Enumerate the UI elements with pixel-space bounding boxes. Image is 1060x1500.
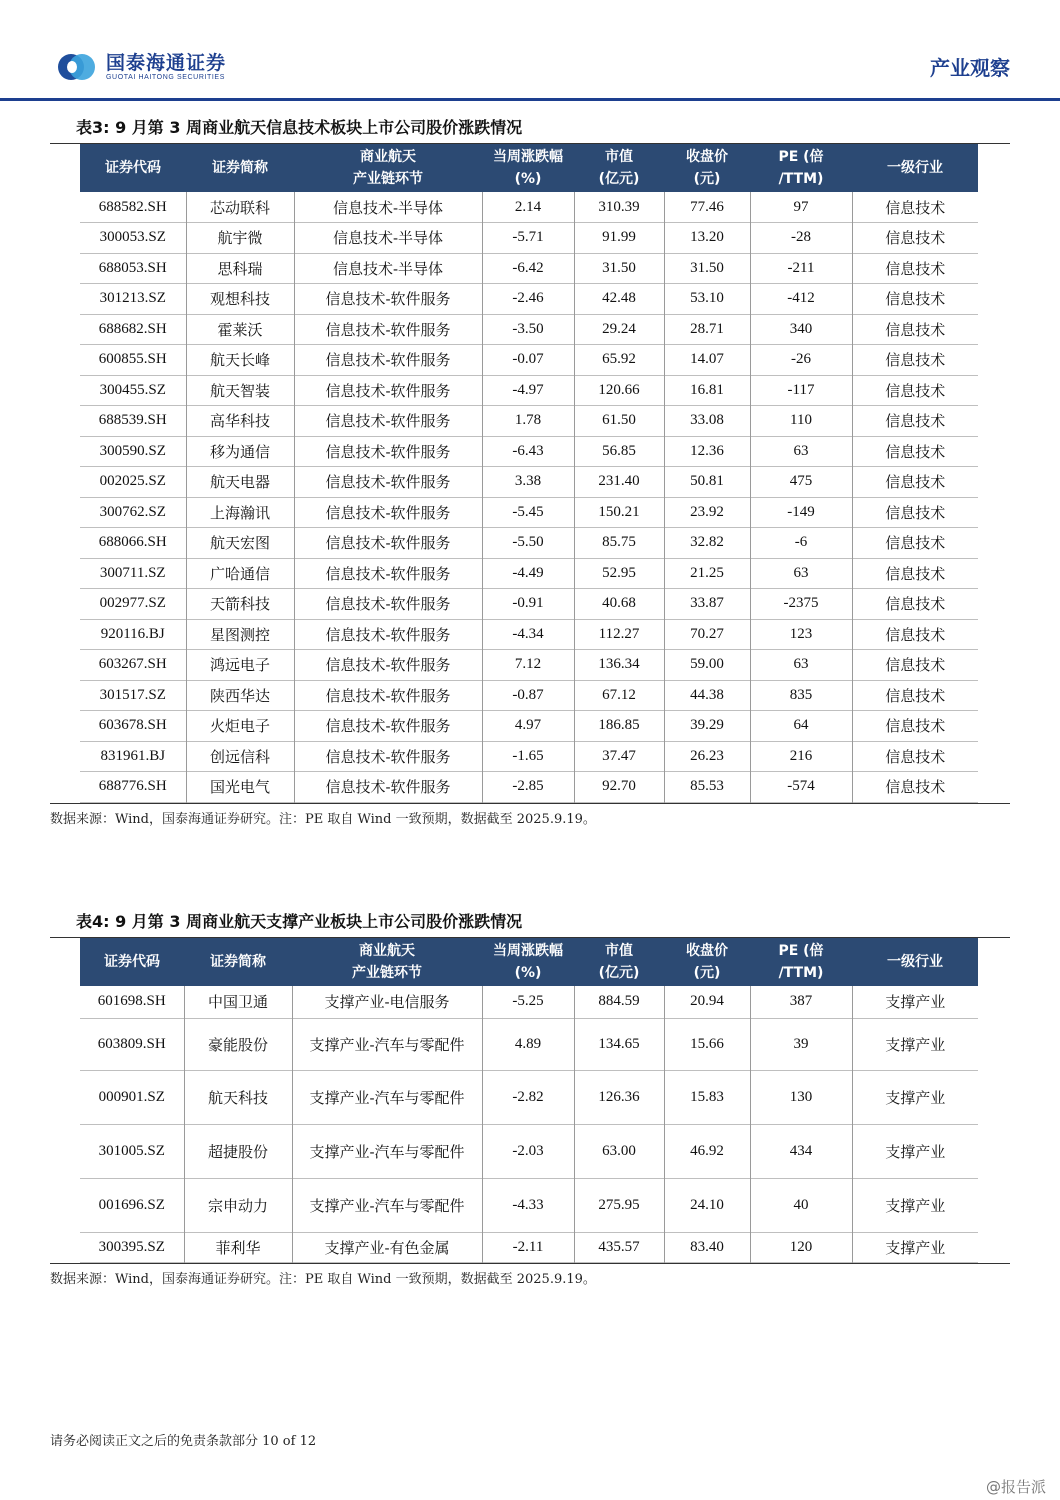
table-cell: 63 (750, 558, 852, 589)
table-cell: 信息技术 (885, 778, 946, 797)
table-row (80, 375, 978, 406)
table-cell: 信息技术-半导体 (294, 192, 482, 223)
table-cell: 884.59 (574, 986, 664, 1018)
table-cell: 387 (750, 986, 852, 1018)
table-row (80, 772, 978, 803)
table-cell: -2.46 (482, 284, 574, 315)
table-row (80, 1124, 978, 1178)
table-cell: 37.47 (574, 741, 664, 772)
table-cell: 2.14 (482, 192, 574, 223)
table-cell: 信息技术-半导体 (294, 223, 482, 254)
table-row (80, 1070, 978, 1124)
table-cell: 475 (750, 467, 852, 498)
table-cell: 支撑产业-汽车与零配件 (292, 1124, 482, 1178)
table-cell: 216 (750, 741, 852, 772)
table-row (80, 467, 978, 498)
table-cell: 天箭科技 (186, 589, 294, 620)
table-row (80, 528, 978, 559)
table-cell: 46.92 (664, 1124, 750, 1178)
table-cell: 航天智装 (186, 375, 294, 406)
table-cell: 63.00 (574, 1124, 664, 1178)
table-cell: 186.85 (574, 711, 664, 742)
table-cell: 菲利华 (184, 1232, 292, 1262)
table3-block (50, 114, 1010, 827)
table-cell: 603678.SH (80, 711, 186, 742)
page-footer-disclaimer: 请务必阅读正文之后的免责条款部分 10 of 12 (50, 1434, 317, 1449)
table-cell: 信息技术 (885, 686, 946, 705)
table-row (80, 1232, 978, 1262)
table-cell: 支撑产业 (885, 1238, 946, 1257)
table-cell: 603809.SH (80, 1018, 184, 1070)
table-cell: -0.07 (482, 345, 574, 376)
table-row (80, 711, 978, 742)
table-cell: 435.57 (574, 1232, 664, 1262)
table-cell: -117 (750, 375, 852, 406)
header-divider (0, 98, 1060, 101)
table-cell: -2.03 (482, 1124, 574, 1178)
table-cell: 21.25 (664, 558, 750, 589)
table-cell: 50.81 (664, 467, 750, 498)
table-cell: -4.33 (482, 1178, 574, 1232)
table-cell: 300455.SZ (80, 375, 186, 406)
table3-header-cell: 商业航天 产业链环节 (294, 144, 482, 192)
table-cell: -26 (750, 345, 852, 376)
table-row (80, 1178, 978, 1232)
table-cell: 中国卫通 (184, 986, 292, 1018)
table-cell: 340 (750, 314, 852, 345)
table-cell: 信息技术 (885, 747, 946, 766)
table-row (80, 589, 978, 620)
table-cell: 31.50 (574, 253, 664, 284)
table3-bottom-rule (50, 803, 1010, 804)
table-cell: -5.71 (482, 223, 574, 254)
table-cell: -28 (750, 223, 852, 254)
table-cell: 信息技术-软件服务 (294, 375, 482, 406)
table-cell: 130 (750, 1070, 852, 1124)
table-cell: 鸿远电子 (186, 650, 294, 681)
table-cell: 136.34 (574, 650, 664, 681)
table-cell: 31.50 (664, 253, 750, 284)
table-cell: -3.50 (482, 314, 574, 345)
table-cell: 688053.SH (80, 253, 186, 284)
table-cell: -6 (750, 528, 852, 559)
table-cell: 信息技术 (885, 381, 946, 400)
table4-body (80, 986, 978, 1262)
table-cell: 300053.SZ (80, 223, 186, 254)
table-cell: 001696.SZ (80, 1178, 184, 1232)
table3-header-cell: 证券代码 (80, 144, 186, 192)
table-cell: 26.23 (664, 741, 750, 772)
table-cell: 信息技术 (885, 259, 946, 278)
table-cell: 航天科技 (184, 1070, 292, 1124)
table-cell: 信息技术 (885, 351, 946, 370)
table-cell: 16.81 (664, 375, 750, 406)
table-cell: -0.87 (482, 680, 574, 711)
table-cell: 688682.SH (80, 314, 186, 345)
table-cell: 4.89 (482, 1018, 574, 1070)
table-cell: 信息技术 (885, 290, 946, 309)
table-row (80, 314, 978, 345)
company-logo (58, 52, 226, 82)
table-cell: 40 (750, 1178, 852, 1232)
table4-title: 表4: 9 月第 3 周商业航天支撑产业板块上市公司股价涨跌情况 (50, 908, 1010, 938)
table-cell: 835 (750, 680, 852, 711)
table-cell: 1.78 (482, 406, 574, 437)
table-row (80, 650, 978, 681)
table4-header-cell: 商业航天 产业链环节 (292, 938, 482, 986)
table-cell: 信息技术-软件服务 (294, 711, 482, 742)
table-cell: 97 (750, 192, 852, 223)
table-cell: 信息技术-软件服务 (294, 558, 482, 589)
table-cell: 300395.SZ (80, 1232, 184, 1262)
table4-source-note: 数据来源：Wind，国泰海通证券研究。注：PE 取自 Wind 一致预期，数据截至 2025.9.19。 (50, 1271, 596, 1287)
page-header (0, 0, 1060, 102)
table-cell: -2375 (750, 589, 852, 620)
table-cell: 信息技术-软件服务 (294, 772, 482, 803)
table-cell: 28.71 (664, 314, 750, 345)
table-cell: 600855.SH (80, 345, 186, 376)
table-cell: 支撑产业-电信服务 (292, 986, 482, 1018)
table-cell: 信息技术-软件服务 (294, 436, 482, 467)
table-cell: 53.10 (664, 284, 750, 315)
table-cell: 信息技术 (885, 656, 946, 675)
table-cell: 61.50 (574, 406, 664, 437)
table-cell: 92.70 (574, 772, 664, 803)
table-cell: 移为通信 (186, 436, 294, 467)
table3 (80, 144, 978, 803)
table-cell: 霍莱沃 (186, 314, 294, 345)
table-cell: 000901.SZ (80, 1070, 184, 1124)
table3-header-cell: 市值 (亿元) (574, 144, 664, 192)
table-cell: 23.92 (664, 497, 750, 528)
table-cell: 航天长峰 (186, 345, 294, 376)
table-cell: 83.40 (664, 1232, 750, 1262)
report-category-tag: 产业观察 (930, 56, 1010, 80)
table-cell: 航宇微 (186, 223, 294, 254)
table-cell: 信息技术-软件服务 (294, 467, 482, 498)
table-cell: 56.85 (574, 436, 664, 467)
table-cell: -6.43 (482, 436, 574, 467)
table-cell: 14.07 (664, 345, 750, 376)
table-row (80, 406, 978, 437)
table3-header-cell: 收盘价 (元) (664, 144, 750, 192)
table-cell: 信息技术-软件服务 (294, 680, 482, 711)
table-cell: 231.40 (574, 467, 664, 498)
table-cell: 300762.SZ (80, 497, 186, 528)
table-cell: -6.42 (482, 253, 574, 284)
table-cell: 70.27 (664, 619, 750, 650)
table-cell: 12.36 (664, 436, 750, 467)
table-cell: 信息技术-软件服务 (294, 650, 482, 681)
table-cell: -5.45 (482, 497, 574, 528)
table-row (80, 1018, 978, 1070)
table-cell: 601698.SH (80, 986, 184, 1018)
table-cell: 支撑产业-汽车与零配件 (292, 1178, 482, 1232)
table4-header-cell: 证券简称 (184, 938, 292, 986)
table-cell: 高华科技 (186, 406, 294, 437)
table4-header-cell: 市值 (亿元) (574, 938, 664, 986)
table-cell: 85.75 (574, 528, 664, 559)
table3-header-cell: 证券简称 (186, 144, 294, 192)
table-cell: 434 (750, 1124, 852, 1178)
table-cell: -2.11 (482, 1232, 574, 1262)
table-cell: 信息技术 (885, 625, 946, 644)
table-cell: 301005.SZ (80, 1124, 184, 1178)
table-row (80, 192, 978, 223)
table-row (80, 284, 978, 315)
table-cell: 信息技术-软件服务 (294, 619, 482, 650)
watermark: @报告派 (985, 1478, 1046, 1496)
table-cell: 13.20 (664, 223, 750, 254)
table-cell: 52.95 (574, 558, 664, 589)
table-cell: 信息技术 (885, 412, 946, 431)
table-cell: 信息技术-软件服务 (294, 284, 482, 315)
table-cell: 支撑产业-汽车与零配件 (292, 1018, 482, 1070)
table3-body (80, 192, 978, 802)
table-cell: 信息技术 (885, 595, 946, 614)
table3-header-row (80, 144, 978, 192)
table-cell: 63 (750, 436, 852, 467)
table-cell: 300711.SZ (80, 558, 186, 589)
table-cell: 39 (750, 1018, 852, 1070)
table-cell: 67.12 (574, 680, 664, 711)
table-cell: 688582.SH (80, 192, 186, 223)
table-cell: 688066.SH (80, 528, 186, 559)
table-cell: 85.53 (664, 772, 750, 803)
table-cell: 120.66 (574, 375, 664, 406)
table-cell: 支撑产业 (885, 1035, 946, 1054)
table3-header-cell: 当周涨跌幅 (%) (482, 144, 574, 192)
table-cell: 信息技术-软件服务 (294, 314, 482, 345)
table-cell: 支撑产业-汽车与零配件 (292, 1070, 482, 1124)
table-cell: 15.83 (664, 1070, 750, 1124)
table-cell: 上海瀚讯 (186, 497, 294, 528)
table-cell: 信息技术-软件服务 (294, 345, 482, 376)
table-cell: 15.66 (664, 1018, 750, 1070)
table-cell: 信息技术 (885, 320, 946, 339)
table-cell: 603267.SH (80, 650, 186, 681)
table-cell: 688776.SH (80, 772, 186, 803)
table-row (80, 741, 978, 772)
table-cell: 国光电气 (186, 772, 294, 803)
table-cell: 688539.SH (80, 406, 186, 437)
table-row (80, 986, 978, 1018)
table-cell: 110 (750, 406, 852, 437)
table-cell: 信息技术 (885, 564, 946, 583)
table-cell: 信息技术 (885, 473, 946, 492)
table-cell: 275.95 (574, 1178, 664, 1232)
table-cell: 831961.BJ (80, 741, 186, 772)
table-cell: 29.24 (574, 314, 664, 345)
table4 (80, 938, 978, 1263)
table-cell: 信息技术-软件服务 (294, 589, 482, 620)
table-row (80, 497, 978, 528)
table-cell: 陕西华达 (186, 680, 294, 711)
table-cell: 3.38 (482, 467, 574, 498)
table-cell: 信息技术 (885, 198, 946, 217)
table-cell: -412 (750, 284, 852, 315)
table-cell: 信息技术 (885, 229, 946, 248)
table-cell: 豪能股份 (184, 1018, 292, 1070)
table4-header-cell: 收盘价 (元) (664, 938, 750, 986)
table-cell: 920116.BJ (80, 619, 186, 650)
table-cell: 火炬电子 (186, 711, 294, 742)
table-cell: 支撑产业 (885, 1088, 946, 1107)
table-cell: -211 (750, 253, 852, 284)
table-cell: 信息技术-软件服务 (294, 528, 482, 559)
logo-english-name: GUOTAI HAITONG SECURITIES (106, 73, 225, 81)
table-cell: 芯动联科 (186, 192, 294, 223)
table-cell: 支撑产业 (885, 1196, 946, 1215)
table-cell: 64 (750, 711, 852, 742)
table-cell: 150.21 (574, 497, 664, 528)
table-cell: 7.12 (482, 650, 574, 681)
table-cell: -574 (750, 772, 852, 803)
table-cell: -2.85 (482, 772, 574, 803)
table-cell: 观想科技 (186, 284, 294, 315)
table-cell: 信息技术-软件服务 (294, 406, 482, 437)
table-cell: 39.29 (664, 711, 750, 742)
table-row (80, 680, 978, 711)
table-cell: 航天电器 (186, 467, 294, 498)
table-cell: 123 (750, 619, 852, 650)
table-cell: 信息技术 (885, 534, 946, 553)
table-row (80, 558, 978, 589)
table-cell: 星图测控 (186, 619, 294, 650)
table-cell: 思科瑞 (186, 253, 294, 284)
table-cell: 126.36 (574, 1070, 664, 1124)
table3-source-note: 数据来源：Wind，国泰海通证券研究。注：PE 取自 Wind 一致预期，数据截至 2025.9.19。 (50, 811, 596, 827)
table-cell: 33.87 (664, 589, 750, 620)
table-cell: 120 (750, 1232, 852, 1262)
table-cell: 信息技术-半导体 (294, 253, 482, 284)
table-cell: 信息技术 (885, 717, 946, 736)
table-cell: 支撑产业 (885, 993, 946, 1012)
table-cell: 002025.SZ (80, 467, 186, 498)
table-cell: 航天宏图 (186, 528, 294, 559)
table-cell: 002977.SZ (80, 589, 186, 620)
table-cell: -2.82 (482, 1070, 574, 1124)
table-cell: 59.00 (664, 650, 750, 681)
table-cell: 支撑产业-有色金属 (292, 1232, 482, 1262)
logo-mark-icon (58, 52, 98, 82)
table3-header-cell: PE (倍 /TTM) (750, 144, 852, 192)
table-cell: 4.97 (482, 711, 574, 742)
table-cell: 信息技术 (885, 442, 946, 461)
table-cell: -4.34 (482, 619, 574, 650)
table-cell: -5.25 (482, 986, 574, 1018)
table4-bottom-rule (50, 1263, 1010, 1264)
table4-header-cell: 当周涨跌幅 (%) (482, 938, 574, 986)
table-cell: 宗申动力 (184, 1178, 292, 1232)
table-cell: 信息技术 (885, 503, 946, 522)
table-cell: -1.65 (482, 741, 574, 772)
table4-header-cell: 一级行业 (852, 938, 978, 986)
table-row (80, 436, 978, 467)
table-row (80, 345, 978, 376)
table-cell: -4.49 (482, 558, 574, 589)
table-cell: 32.82 (664, 528, 750, 559)
table-cell: 支撑产业 (885, 1142, 946, 1161)
table-cell: 310.39 (574, 192, 664, 223)
table-cell: 创远信科 (186, 741, 294, 772)
table4-header-cell: 证券代码 (80, 938, 184, 986)
table-cell: 超捷股份 (184, 1124, 292, 1178)
table-cell: 77.46 (664, 192, 750, 223)
table3-title: 表3: 9 月第 3 周商业航天信息技术板块上市公司股价涨跌情况 (50, 114, 1010, 144)
table-cell: 42.48 (574, 284, 664, 315)
table-cell: 40.68 (574, 589, 664, 620)
table-cell: -149 (750, 497, 852, 528)
table-cell: 广哈通信 (186, 558, 294, 589)
table-cell: -5.50 (482, 528, 574, 559)
table-cell: -4.97 (482, 375, 574, 406)
table-row (80, 619, 978, 650)
table-cell: 33.08 (664, 406, 750, 437)
table-cell: 信息技术-软件服务 (294, 741, 482, 772)
table-cell: 91.99 (574, 223, 664, 254)
logo-chinese-name: 国泰海通证券 (106, 51, 227, 74)
table-row (80, 253, 978, 284)
table-row (80, 223, 978, 254)
table4-header-row (80, 938, 978, 986)
table-cell: 24.10 (664, 1178, 750, 1232)
table-cell: 301213.SZ (80, 284, 186, 315)
table-cell: 63 (750, 650, 852, 681)
table-cell: 300590.SZ (80, 436, 186, 467)
table-cell: 20.94 (664, 986, 750, 1018)
table4-block (50, 908, 1010, 1287)
table-cell: 112.27 (574, 619, 664, 650)
table3-header-cell: 一级行业 (852, 144, 978, 192)
table-cell: 65.92 (574, 345, 664, 376)
table-cell: 信息技术-软件服务 (294, 497, 482, 528)
table-cell: 301517.SZ (80, 680, 186, 711)
table4-header-cell: PE (倍 /TTM) (750, 938, 852, 986)
table-cell: 134.65 (574, 1018, 664, 1070)
table-cell: -0.91 (482, 589, 574, 620)
table-cell: 44.38 (664, 680, 750, 711)
